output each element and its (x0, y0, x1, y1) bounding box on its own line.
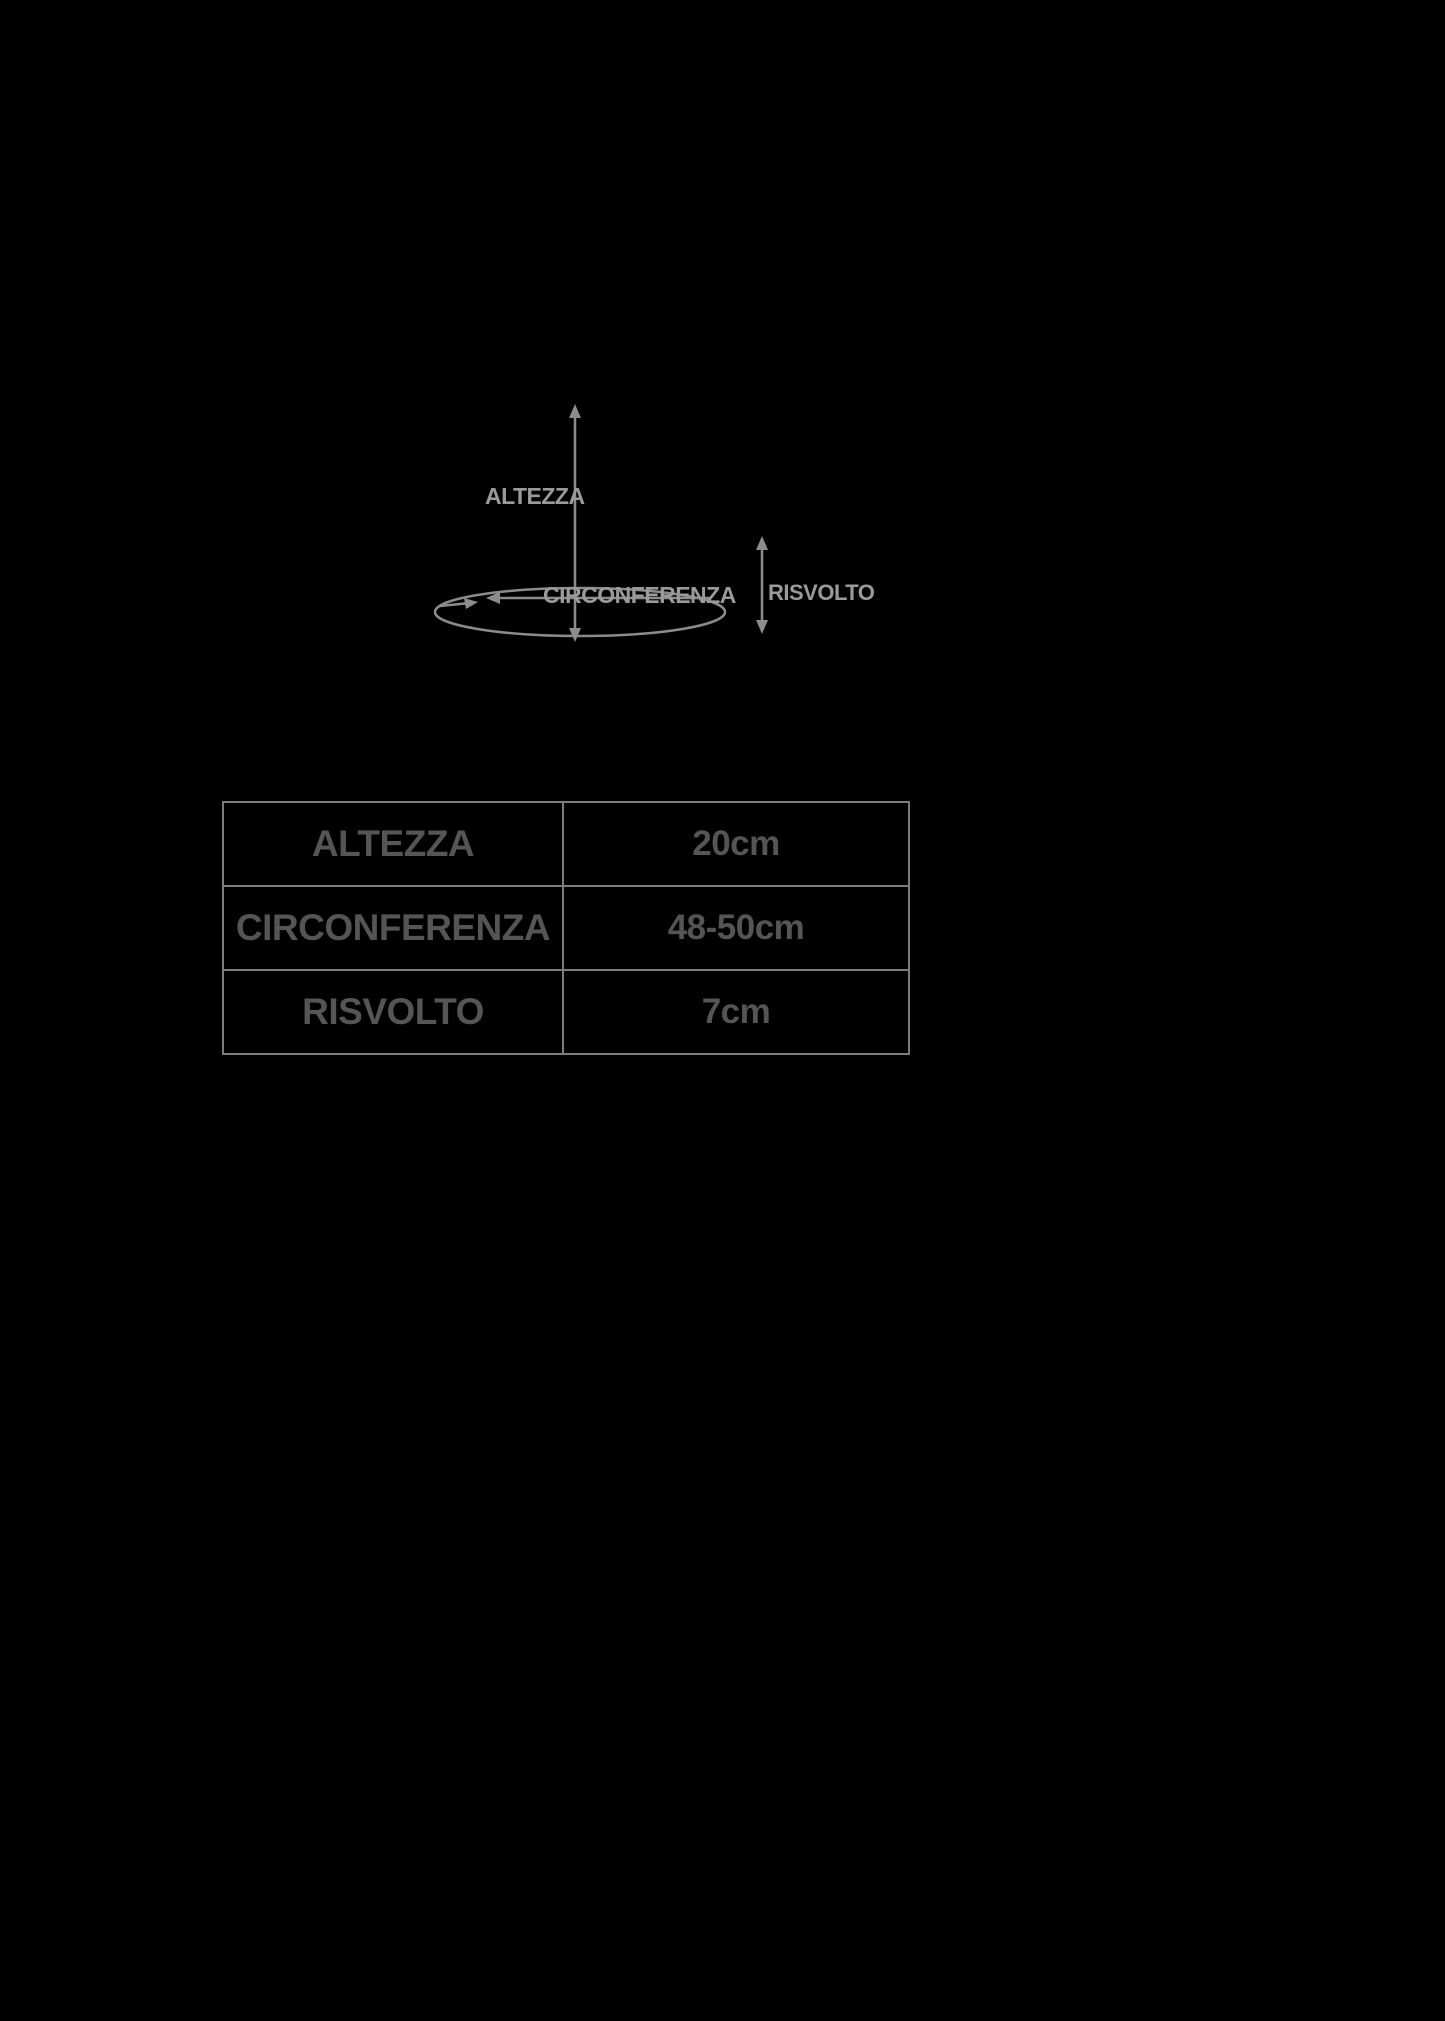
table-cell-label: RISVOLTO (223, 970, 563, 1054)
size-table (222, 801, 910, 1055)
measurement-diagram (400, 400, 960, 680)
cuff-arrow (756, 536, 768, 634)
table-cell-value: 7cm (563, 970, 909, 1054)
diagram-label-height: ALTEZZA (485, 483, 585, 509)
table-row (223, 802, 909, 886)
diagram-svg (400, 400, 960, 680)
table-cell-label: CIRCONFERENZA (223, 886, 563, 970)
diagram-label-cuff: RISVOLTO (768, 580, 875, 605)
diagram-label-circumference: CIRCONFERENZA (543, 582, 736, 608)
table-cell-value: 48-50cm (563, 886, 909, 970)
table-row (223, 970, 909, 1054)
table-cell-label: ALTEZZA (223, 802, 563, 886)
table-row (223, 886, 909, 970)
table-cell-value: 20cm (563, 802, 909, 886)
